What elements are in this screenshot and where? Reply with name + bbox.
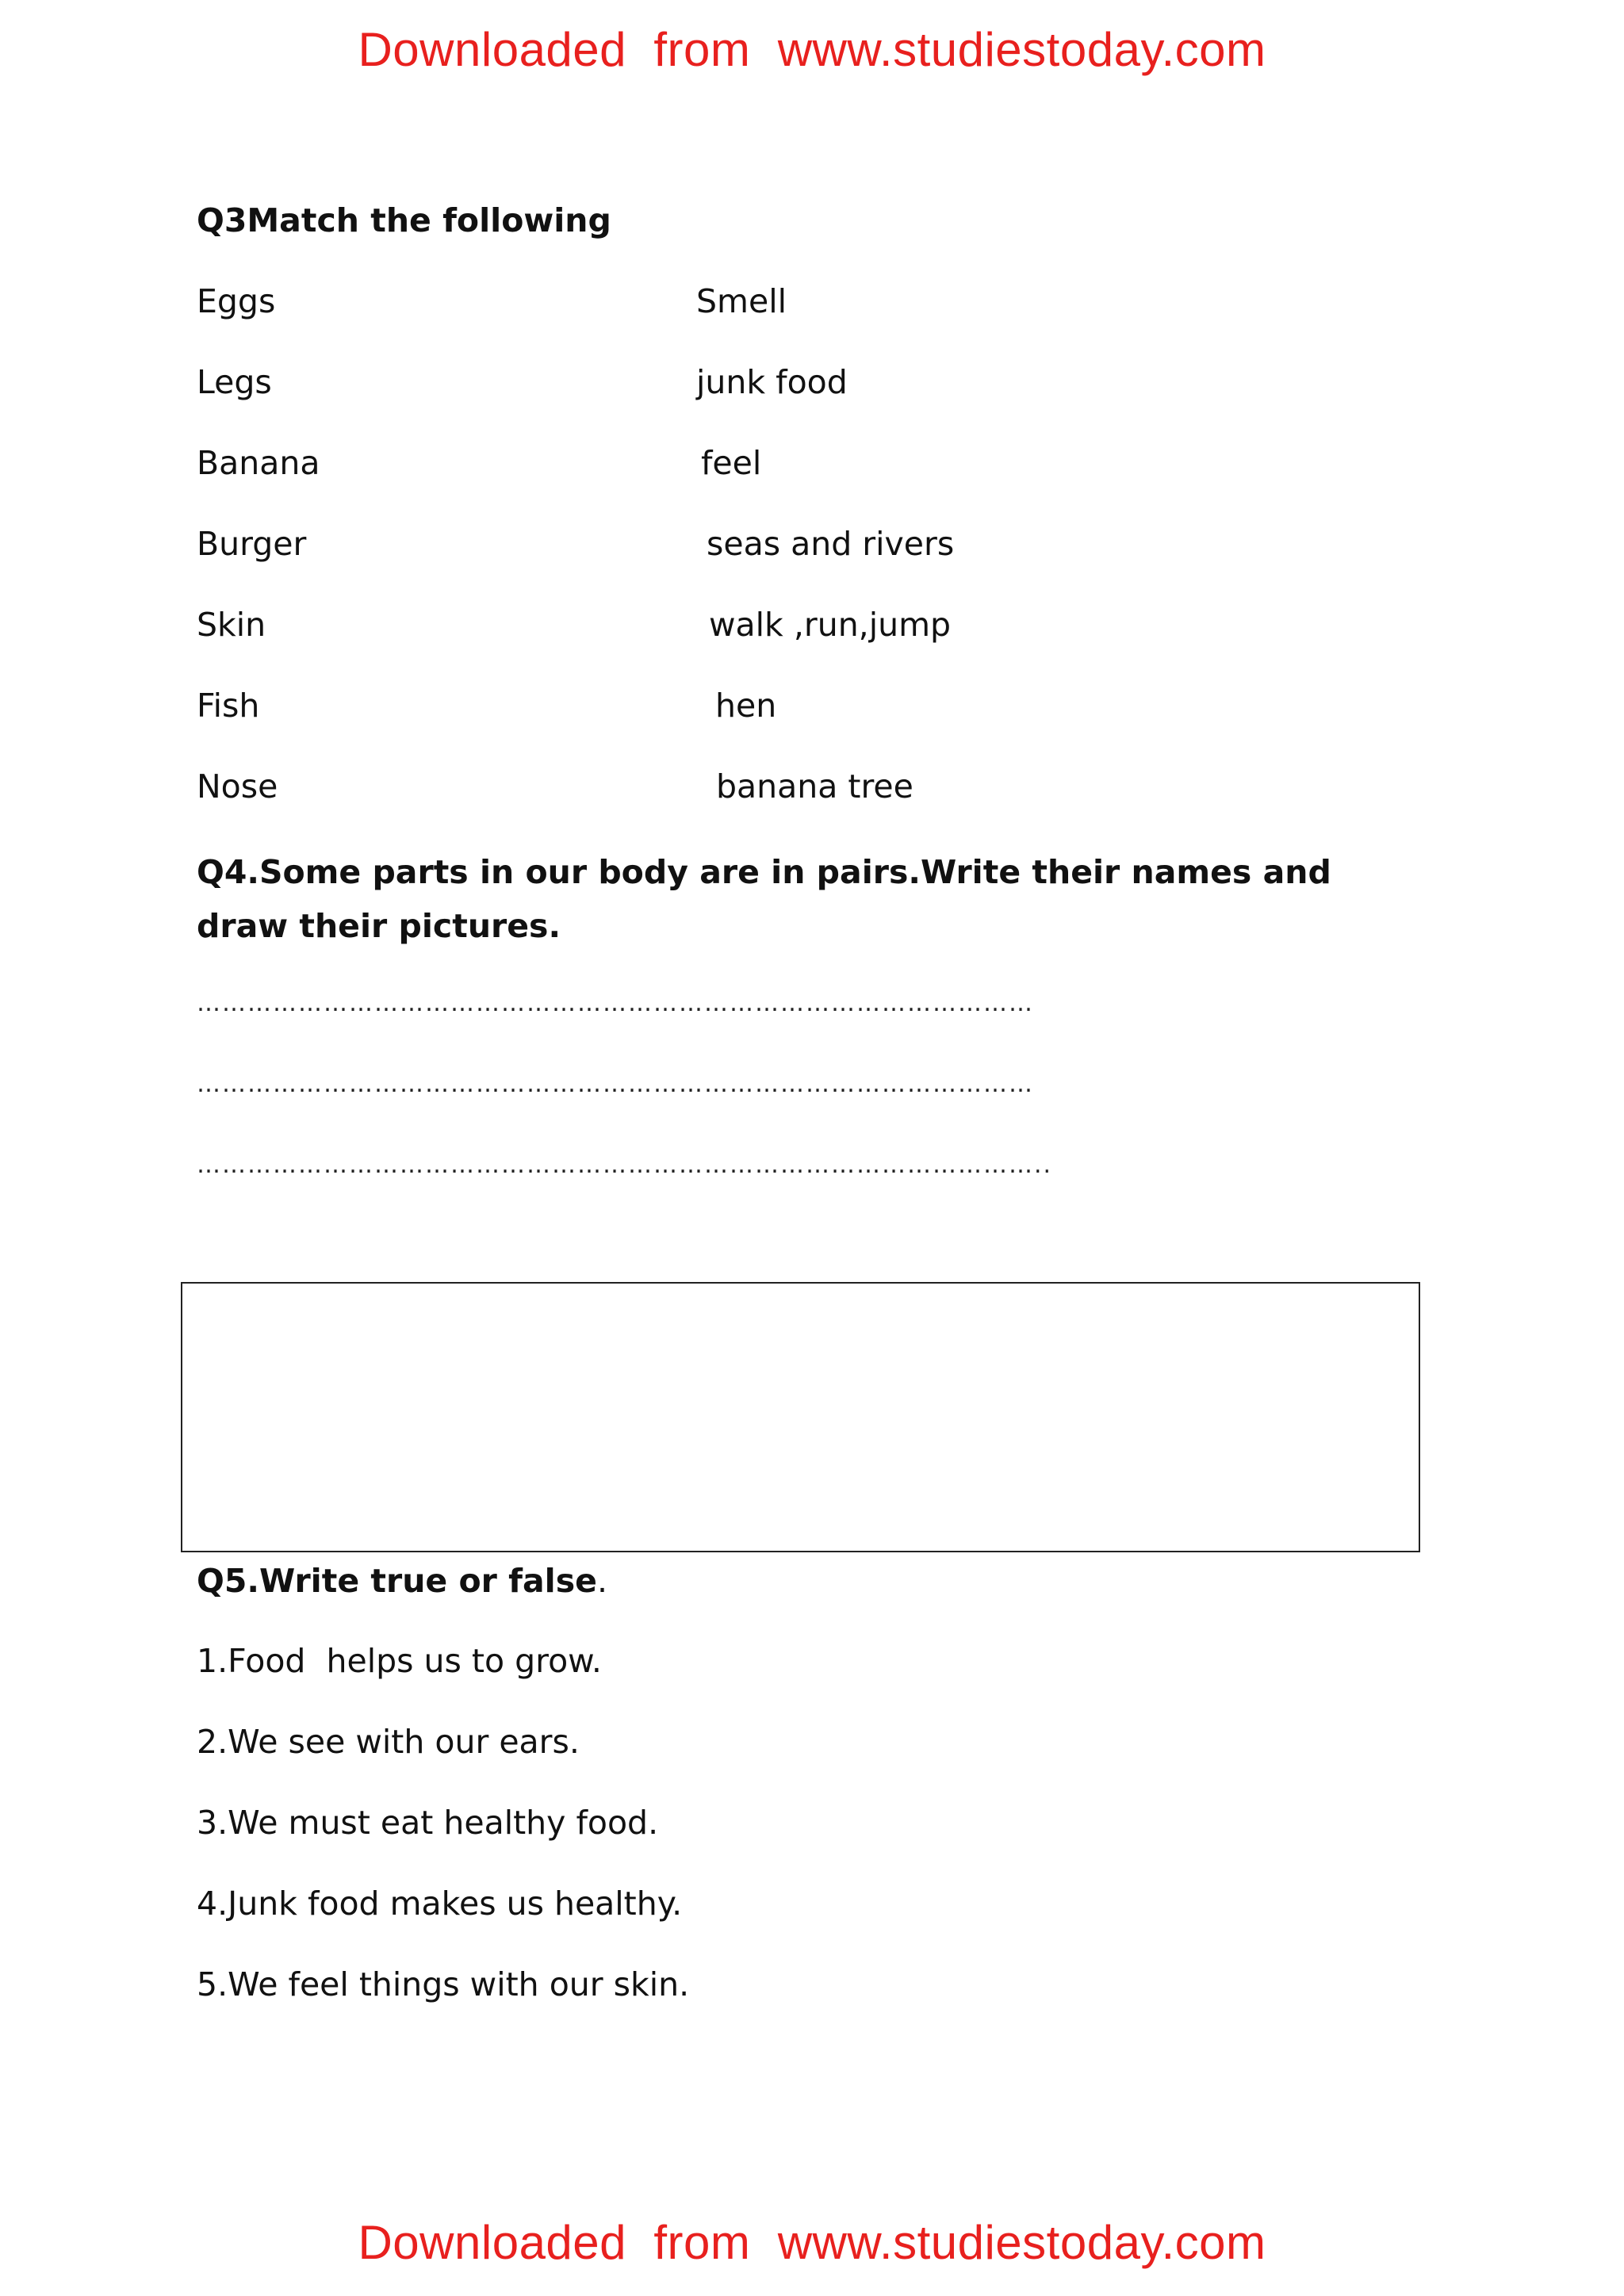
header-download-banner: Downloaded from www.studiestoday.com [358,23,1266,76]
match-right-item: junk food [696,363,848,401]
answer-line: ……………………………………………………………………………………… [197,989,1034,1017]
q5-title [197,1562,607,1600]
match-right-item: feel [701,444,762,482]
match-left-item: Banana [197,444,320,482]
match-left-item: Skin [197,606,266,644]
q5-title-text: Q5.Write true or false [197,1562,597,1600]
match-left-item: Legs [197,363,272,401]
match-right-item: seas and rivers [707,525,955,563]
match-left-item: Nose [197,767,278,806]
answer-line: ……………………………………………………………………………………… [197,1070,1034,1098]
match-left-item: Burger [197,525,307,563]
true-false-item: 1.Food helps us to grow. [197,1642,602,1680]
true-false-item: 3.We must eat healthy food. [197,1804,659,1842]
match-left-item: Eggs [197,282,276,320]
match-right-item: banana tree [716,767,914,806]
match-right-item: hen [715,687,777,725]
true-false-item: 5.We feel things with our skin. [197,1965,690,2003]
answer-line: ……………………………………………………………………………………….. [197,1151,1053,1179]
true-false-item: 4.Junk food makes us healthy. [197,1885,683,1923]
match-left-item: Fish [197,687,260,725]
drawing-box [181,1282,1420,1552]
footer-download-banner: Downloaded from www.studiestoday.com [358,2216,1266,2269]
true-false-item: 2.We see with our ears. [197,1723,580,1761]
q4-title: Q4.Some parts in our body are in pairs.Write their names and draw their pictures. [197,853,1331,945]
match-right-item: Smell [696,282,787,320]
match-right-item: walk ,run,jump [709,606,952,644]
q3-title: Q3Match the following [197,201,611,239]
q5-title-period: . [596,1562,607,1600]
